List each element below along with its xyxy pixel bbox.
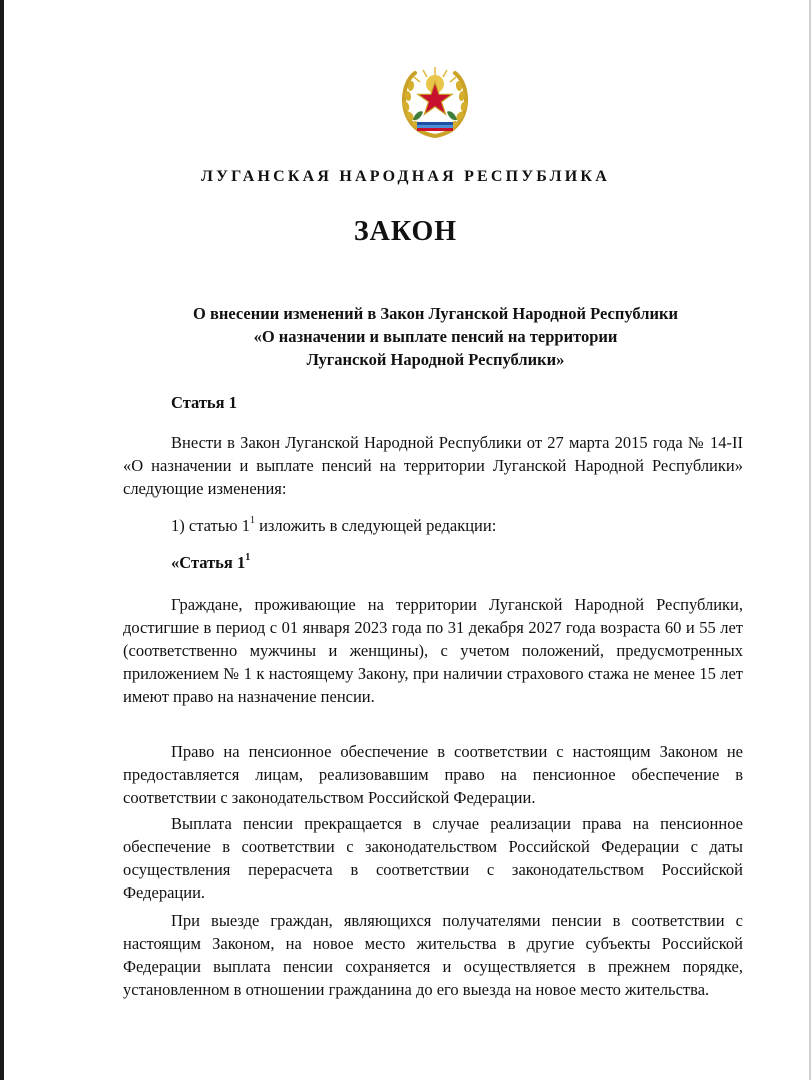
page-edge-left — [0, 0, 4, 1080]
heading-text: «Статья 1 — [171, 553, 246, 572]
article-1-heading: Статья 1 — [171, 393, 237, 412]
amendment-item-1 — [171, 516, 496, 536]
paragraph-eligibility: Граждане, проживающие на территории Луганской Народной Республики, достигшие в период с 01 января 2023 года по 31 декабря 2027 года возраста 60 и 55 лет (соответственно мужчины и женщины), с учетом положений, предусмотренных приложением № 1 к настоящему Закону, при наличии страхового стажа не менее 15 лет имеют право на назначение пенсии. — [123, 595, 743, 706]
law-subtitle — [60, 302, 811, 371]
republic-name: ЛУГАНСКАЯ НАРОДНАЯ РЕСПУБЛИКА — [201, 168, 610, 185]
new-article-heading — [171, 553, 250, 573]
item-text: изложить в следующей редакции: — [254, 516, 497, 535]
item-superscript: 1 — [249, 514, 255, 526]
paragraph-relocation: При выезде граждан, являющихся получателями пенсии в соответствии с настоящим Законом, на новое место жительства в другие субъекты Российской Федерации выплата пенсии сохраняется и осуществляется в прежнем порядке, установленном в отношении гражданина до его выезда на новое место жительства. — [123, 911, 743, 999]
intro-paragraph: Внести в Закон Луганской Народной Республики от 27 марта 2015 года № 14-II «О назначении и выплате пенсий на территории Луганской Народной Республики» следующие изменения: — [123, 433, 743, 498]
subtitle-line: О внесении изменений в Закон Луганской Народной Республики — [192, 304, 679, 323]
item-text: 1) статью 1 — [171, 516, 250, 535]
subtitle-line: «О назначении и выплате пенсий на территории — [253, 327, 618, 346]
paragraph-termination: Выплата пенсии прекращается в случае реализации права на пенсионное обеспечение в соответствии с законодательством Российской Федерации с даты осуществления перерасчета в соответствии с законодательством Российской Федерации. — [123, 814, 743, 902]
subtitle-line: Луганской Народной Республики» — [306, 350, 565, 369]
heading-superscript: 1 — [245, 551, 251, 563]
lnr-coat-of-arms-icon — [395, 62, 475, 142]
paragraph-exclusion: Право на пенсионное обеспечение в соответствии с настоящим Законом не предоставляется лицам, реализовавшим право на пенсионное обеспечение в соответствии с законодательством Российской Федерации. — [123, 742, 743, 807]
document-title: ЗАКОН — [353, 216, 458, 247]
